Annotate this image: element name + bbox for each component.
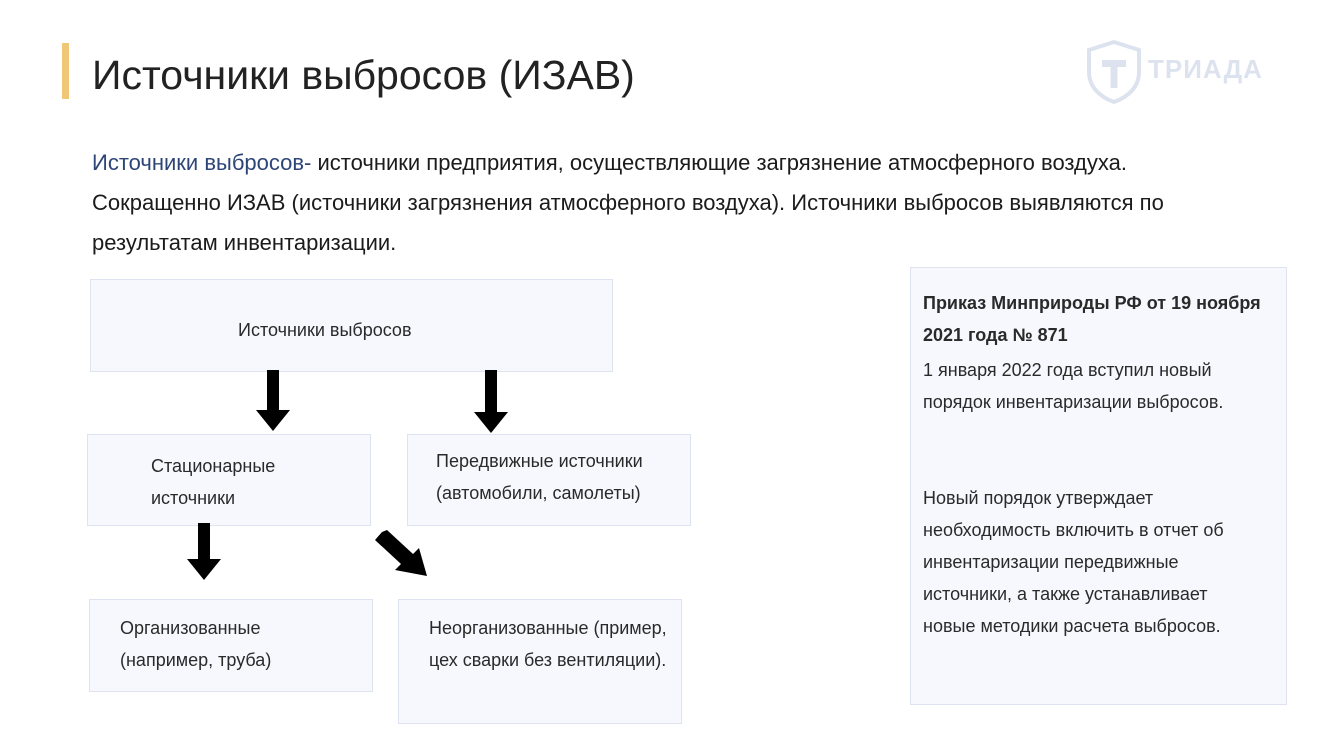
node-stationary bbox=[87, 434, 371, 526]
node-root bbox=[90, 279, 613, 372]
slide-title: Источники выбросов (ИЗАВ) bbox=[92, 52, 635, 98]
intro-text: источники предприятия, осуществляющие загрязнение атмосферного воздуха. Сокращенно ИЗАВ (источники загрязнения атмосферного воздуха). Источники выбросов выявляются по результатам инвентаризации. bbox=[92, 150, 1164, 255]
node-unorganized bbox=[398, 599, 682, 724]
triada-logo bbox=[1086, 40, 1276, 104]
note-heading: Приказ Минприроды РФ от 19 ноября 2021 года № 871 bbox=[923, 293, 1261, 345]
arrow-down-icon bbox=[255, 370, 291, 432]
note-paragraph-2: Новый порядок утверждает необходимость включить в отчет об инвентаризации передвижные источники, а также устанавливает новые методики расчета выбросов. bbox=[923, 488, 1224, 636]
arrow-diagonal-icon bbox=[372, 530, 430, 578]
node-root-label: Источники выбросов bbox=[238, 320, 412, 340]
node-organized bbox=[89, 599, 373, 692]
arrow-down-icon bbox=[473, 370, 509, 434]
title-accent-bar bbox=[62, 43, 69, 99]
shield-icon bbox=[1086, 40, 1142, 104]
order-note-panel bbox=[910, 267, 1287, 705]
node-organized-label: Организованные (например, труба) bbox=[120, 618, 272, 670]
note-paragraph-1: 1 января 2022 года вступил новый порядок инвентаризации выбросов. bbox=[923, 360, 1224, 412]
intro-paragraph bbox=[92, 143, 1212, 263]
arrow-down-icon bbox=[186, 523, 222, 581]
node-mobile bbox=[407, 434, 691, 526]
node-mobile-label: Передвижные источники (автомобили, самолеты) bbox=[436, 451, 643, 503]
node-unorganized-label: Неорганизованные (пример, цех сварки без вентиляции). bbox=[429, 618, 667, 670]
logo-wordmark: ТРИАДА bbox=[1148, 54, 1263, 84]
intro-term: Источники выбросов- bbox=[92, 150, 312, 175]
node-stationary-label: Стационарные источники bbox=[151, 456, 276, 508]
